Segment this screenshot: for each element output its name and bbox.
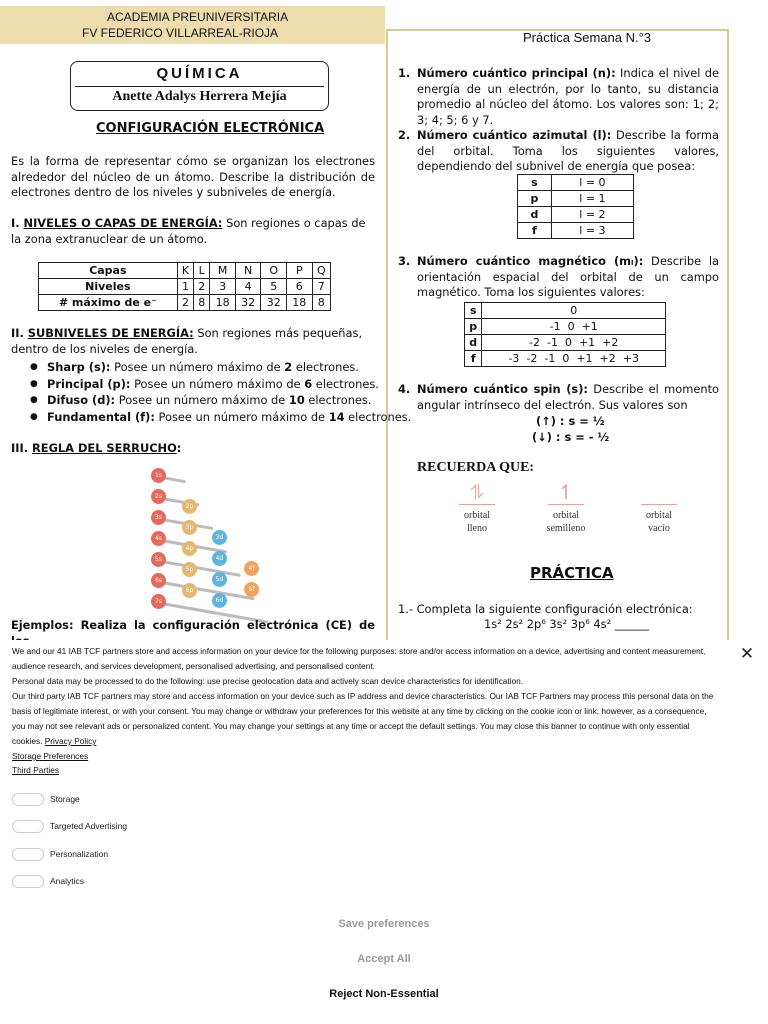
- table-row: [518, 207, 634, 223]
- table-cell: K: [177, 263, 193, 279]
- toggle-label: Storage: [50, 794, 80, 804]
- levels-paragraph: [11, 216, 375, 247]
- table-cell: -2 -1 0 +1 +2: [482, 335, 666, 351]
- orbital-label: vacío: [648, 523, 670, 534]
- table-cell: 2: [177, 295, 193, 311]
- sublevel-tail: electrones.: [304, 393, 372, 407]
- sublevel-text: Posee un número máximo de: [115, 393, 289, 407]
- serrucho-paragraph: [11, 441, 181, 457]
- orbital-label: orbital: [645, 510, 673, 521]
- toggle-analytics[interactable]: [12, 874, 84, 888]
- orbital-empty: [629, 480, 689, 535]
- sublevel-name: Principal (p):: [47, 376, 131, 391]
- table-cell: 32: [235, 295, 261, 311]
- q2-number: 2.: [398, 128, 411, 142]
- levels-numeral: I.: [11, 216, 24, 230]
- serrucho-orbital: 5f: [244, 582, 259, 597]
- toggle-personalization[interactable]: [12, 847, 108, 861]
- table-cell: p: [518, 191, 552, 207]
- orbital-line: [459, 504, 495, 505]
- table-cell: -3 -2 -1 0 +1 +2 +3: [482, 351, 666, 367]
- serrucho-rail: [156, 580, 255, 600]
- orbital-full: [447, 480, 507, 535]
- serrucho-orbital: 4p: [182, 541, 197, 556]
- table-cell: 8: [312, 295, 330, 311]
- table-cell: P: [286, 263, 312, 279]
- serrucho-orbital: 7s: [151, 594, 166, 609]
- q3-heading: Número cuántico magnético (mₗ):: [417, 254, 644, 268]
- paired-arrows-icon: ⥮: [469, 480, 485, 504]
- sublevels-description: Son regiones más pequeñas, dentro de los niveles de energía.: [11, 326, 363, 356]
- toggle-targeted-advertising[interactable]: [12, 819, 127, 833]
- table-cell: 7: [312, 279, 330, 295]
- sublevel-name: Difuso (d):: [47, 393, 116, 407]
- levels-description: Son regiones o capas de la zona extranuclear de un átomo.: [11, 216, 366, 246]
- serrucho-orbital: 4f: [244, 561, 259, 576]
- list-item: [30, 359, 411, 376]
- sublevel-max: 6: [304, 376, 313, 391]
- up-arrow-icon: ↿: [557, 480, 575, 504]
- magnetic-table: [464, 302, 666, 367]
- q1-heading: Número cuántico principal (n):: [417, 66, 616, 80]
- table-cell: l = 0: [551, 175, 633, 191]
- serrucho-colon: :: [176, 441, 182, 455]
- serrucho-heading: REGLA DEL SERRUCHO: [32, 441, 177, 455]
- empty-orbital-icon: [629, 480, 689, 504]
- close-icon[interactable]: ✕: [739, 644, 755, 663]
- toggle-switch[interactable]: [12, 820, 44, 833]
- table-row: [465, 335, 666, 351]
- serrucho-orbital: 6s: [151, 573, 166, 588]
- sublevels-heading: SUBNIVELES DE ENERGÍA:: [27, 326, 194, 340]
- sublevel-max: 10: [288, 393, 305, 407]
- spin-up-value: (↑) : s = ½: [536, 414, 605, 428]
- toggle-switch[interactable]: [12, 848, 44, 861]
- table-cell: d: [465, 335, 482, 351]
- table-cell: Q: [312, 263, 330, 279]
- q4-heading: Número cuántico spin (s):: [417, 382, 588, 396]
- table-cell: O: [261, 263, 287, 279]
- table-row: [465, 303, 666, 319]
- table-cell: N: [235, 263, 261, 279]
- academy-name: ACADEMIA PREUNIVERSITARIA: [107, 10, 289, 24]
- q2-paragraph: [417, 128, 719, 175]
- serrucho-orbital: 3s: [151, 510, 166, 525]
- consent-partners-text: [12, 689, 722, 749]
- practice-question-1: 1.- Completa la siguiente configuración electrónica:: [398, 602, 693, 616]
- table-cell: L: [194, 263, 210, 279]
- table-cell: s: [518, 175, 552, 191]
- q1-text: Indica el nivel de energía de un electrón, por lo tanto, su distancia promedio al núcleo del átomo. Los valores son: 1; 2; 3; 4; 5; 6 y 7.: [417, 66, 719, 127]
- table-cell: M: [210, 263, 236, 279]
- toggle-label: Analytics: [50, 876, 85, 886]
- save-preferences-button[interactable]: Save preferences: [338, 918, 430, 930]
- table-row: [518, 175, 634, 191]
- toggle-storage[interactable]: [12, 792, 80, 806]
- toggle-label: Personalization: [50, 849, 109, 859]
- list-item: [30, 409, 411, 426]
- serrucho-orbital: 5s: [151, 552, 166, 567]
- sublevel-text: Posee un número máximo de: [110, 360, 285, 374]
- subject-title: QUÍMICA: [156, 65, 243, 82]
- table-row: [39, 263, 331, 279]
- serrucho-numeral: III.: [11, 441, 33, 455]
- subject-divider: [75, 86, 324, 87]
- reject-non-essential-button[interactable]: Reject Non-Essential: [329, 988, 439, 1000]
- table-cell: 18: [210, 295, 236, 311]
- storage-preferences-link[interactable]: Storage Preferences: [12, 751, 89, 761]
- q1-paragraph: [417, 66, 719, 128]
- academy-location: FV FEDERICO VILLARREAL-RIOJA: [82, 26, 279, 40]
- orbital-half: [536, 480, 596, 535]
- orbital-label: lleno: [467, 523, 487, 534]
- serrucho-orbital: 5p: [182, 562, 197, 577]
- table-cell: 6: [286, 279, 312, 295]
- serrucho-orbital: 6d: [212, 593, 227, 608]
- table-cell: f: [518, 223, 552, 239]
- table-cell: -1 0 +1: [482, 319, 666, 335]
- toggle-switch[interactable]: [12, 793, 44, 806]
- table-cell: Capas: [39, 263, 178, 279]
- table-cell: 18: [286, 295, 312, 311]
- q2-text: Describe la forma del orbital. Toma los siguientes valores, dependiendo del subnivel de energía que posea:: [417, 128, 719, 173]
- table-cell: 32: [261, 295, 287, 311]
- table-cell: l = 3: [551, 223, 633, 239]
- table-cell: 0: [482, 303, 666, 319]
- q4-number: 4.: [398, 382, 411, 396]
- table-row: [465, 319, 666, 335]
- list-item: [30, 392, 411, 409]
- sublevel-name: Sharp (s):: [47, 360, 111, 374]
- serrucho-orbital: 2s: [151, 489, 166, 504]
- q2-heading: Número cuántico azimutal (l):: [417, 128, 612, 142]
- orbital-label: orbital: [463, 510, 491, 521]
- accept-all-button[interactable]: Accept All: [357, 953, 411, 965]
- consent-processing-text: Personal data may be processed to do the following: use precise geolocation data and actively scan device characteristics for identification.: [12, 676, 524, 686]
- subject-box: [70, 61, 329, 111]
- q3-number: 3.: [398, 254, 411, 268]
- consent-partners-body: Our third party IAB TCF partners may store and access information on your device such as IP address and device characteristics. Our IAB TCF Partners may process this personal data on the basis of legitimate interest, or with your consent. You may change or withdraw your preferences for this website at any time by clicking on the cookie icon or link; however, as a consequence, you may not see relevant ads or personalized content. You may change your settings at any time or accept the default settings. You may close this banner to continue with only essential cookies.: [12, 691, 714, 746]
- table-cell: l = 2: [551, 207, 633, 223]
- orbital-line: [548, 504, 584, 505]
- practice-week-label: Práctica Semana N.°3: [523, 30, 652, 45]
- table-cell: s: [465, 303, 482, 319]
- intro-paragraph: Es la forma de representar cómo se organizan los electrones alrededor del núcleo de un átomo. Describe la distribución de electrones dentro de los niveles y subniveles de energía.: [11, 154, 375, 199]
- privacy-policy-link[interactable]: Privacy Policy: [44, 736, 97, 746]
- serrucho-diagram: [126, 463, 296, 613]
- levels-heading: NIVELES O CAPAS DE ENERGÍA:: [23, 216, 223, 230]
- sublevel-name: Fundamental (f):: [47, 409, 155, 424]
- serrucho-orbital: 4s: [151, 531, 166, 546]
- table-cell: 2: [194, 279, 210, 295]
- list-item: [30, 376, 411, 393]
- table-cell: 5: [261, 279, 287, 295]
- sublevels-paragraph: [11, 326, 375, 357]
- table-row: [39, 279, 331, 295]
- third-parties-link[interactable]: Third Parties: [12, 765, 60, 775]
- serrucho-orbital: 3d: [212, 530, 227, 545]
- table-cell: 4: [235, 279, 261, 295]
- cookie-consent-banner: [0, 640, 768, 1024]
- orbital-label: orbital: [552, 510, 580, 521]
- table-cell: # máximo de e⁻: [39, 295, 178, 311]
- toggle-label: Targeted Advertising: [50, 821, 128, 831]
- serrucho-orbital: 3p: [182, 520, 197, 535]
- sublevels-list: [30, 359, 411, 425]
- table-cell: 8: [194, 295, 210, 311]
- practica-heading: PRÁCTICA: [530, 564, 614, 582]
- sublevel-text: Posee un número máximo de: [130, 376, 305, 391]
- orbital-line: [641, 504, 677, 505]
- sublevel-max: 14: [328, 409, 345, 424]
- toggle-switch[interactable]: [12, 875, 44, 888]
- spin-down-value: (↓) : s = - ½: [532, 430, 610, 444]
- q1-number: 1.: [398, 66, 411, 80]
- sublevel-tail: electrones.: [292, 360, 359, 374]
- table-cell: p: [465, 319, 482, 335]
- serrucho-orbital: 6p: [182, 583, 197, 598]
- q3-paragraph: [417, 254, 719, 301]
- levels-table: [38, 262, 331, 311]
- table-cell: d: [518, 207, 552, 223]
- table-cell: l = 1: [551, 191, 633, 207]
- table-cell: f: [465, 351, 482, 367]
- table-cell: Niveles: [39, 279, 178, 295]
- table-row: [39, 295, 331, 311]
- q4-paragraph: [417, 382, 719, 413]
- table-cell: 1: [177, 279, 193, 295]
- q3-text: Describe la orientación espacial del orbital de un campo magnético. Toma los siguientes valores:: [417, 254, 719, 299]
- table-cell: 3: [210, 279, 236, 295]
- practice-config: 1s² 2s² 2p⁶ 3s² 3p⁶ 4s² ______: [484, 617, 649, 631]
- table-row: [518, 191, 634, 207]
- serrucho-orbital: 2p: [182, 499, 197, 514]
- sublevel-max: 2: [284, 360, 293, 374]
- serrucho-orbital: 5d: [212, 572, 227, 587]
- azimuthal-table: [517, 174, 634, 239]
- serrucho-rail: [156, 559, 241, 577]
- teacher-name: Anette Adalys Herrera Mejía: [112, 89, 287, 104]
- sublevel-tail: electrones.: [312, 376, 379, 391]
- table-row: [518, 223, 634, 239]
- consent-purposes-text: We and our 41 IAB TCF partners store and access information on your device for the following purposes: store and/or access information on a device, advertising and content measurement, audience research, and services development, personalised advertising, and personalised content.: [12, 646, 706, 671]
- section-title: CONFIGURACIÓN ELECTRÓNICA: [96, 121, 325, 136]
- serrucho-orbital: 1s: [151, 468, 166, 483]
- recuerda-heading: RECUERDA QUE:: [417, 460, 535, 475]
- sublevel-tail: electrones.: [344, 409, 412, 424]
- academy-header: [0, 6, 385, 44]
- examples-paragraph: Ejemplos: Realiza la configuración electrónica (CE) de: [11, 618, 375, 632]
- table-row: [465, 351, 666, 367]
- sublevels-numeral: II.: [11, 326, 28, 340]
- serrucho-orbital: 4d: [212, 551, 227, 566]
- orbital-label: semilleno: [546, 523, 586, 534]
- q4-text: Describe el momento angular intrínseco del electrón. Sus valores son: [417, 382, 719, 412]
- sublevel-text: Posee un número máximo de: [154, 409, 329, 424]
